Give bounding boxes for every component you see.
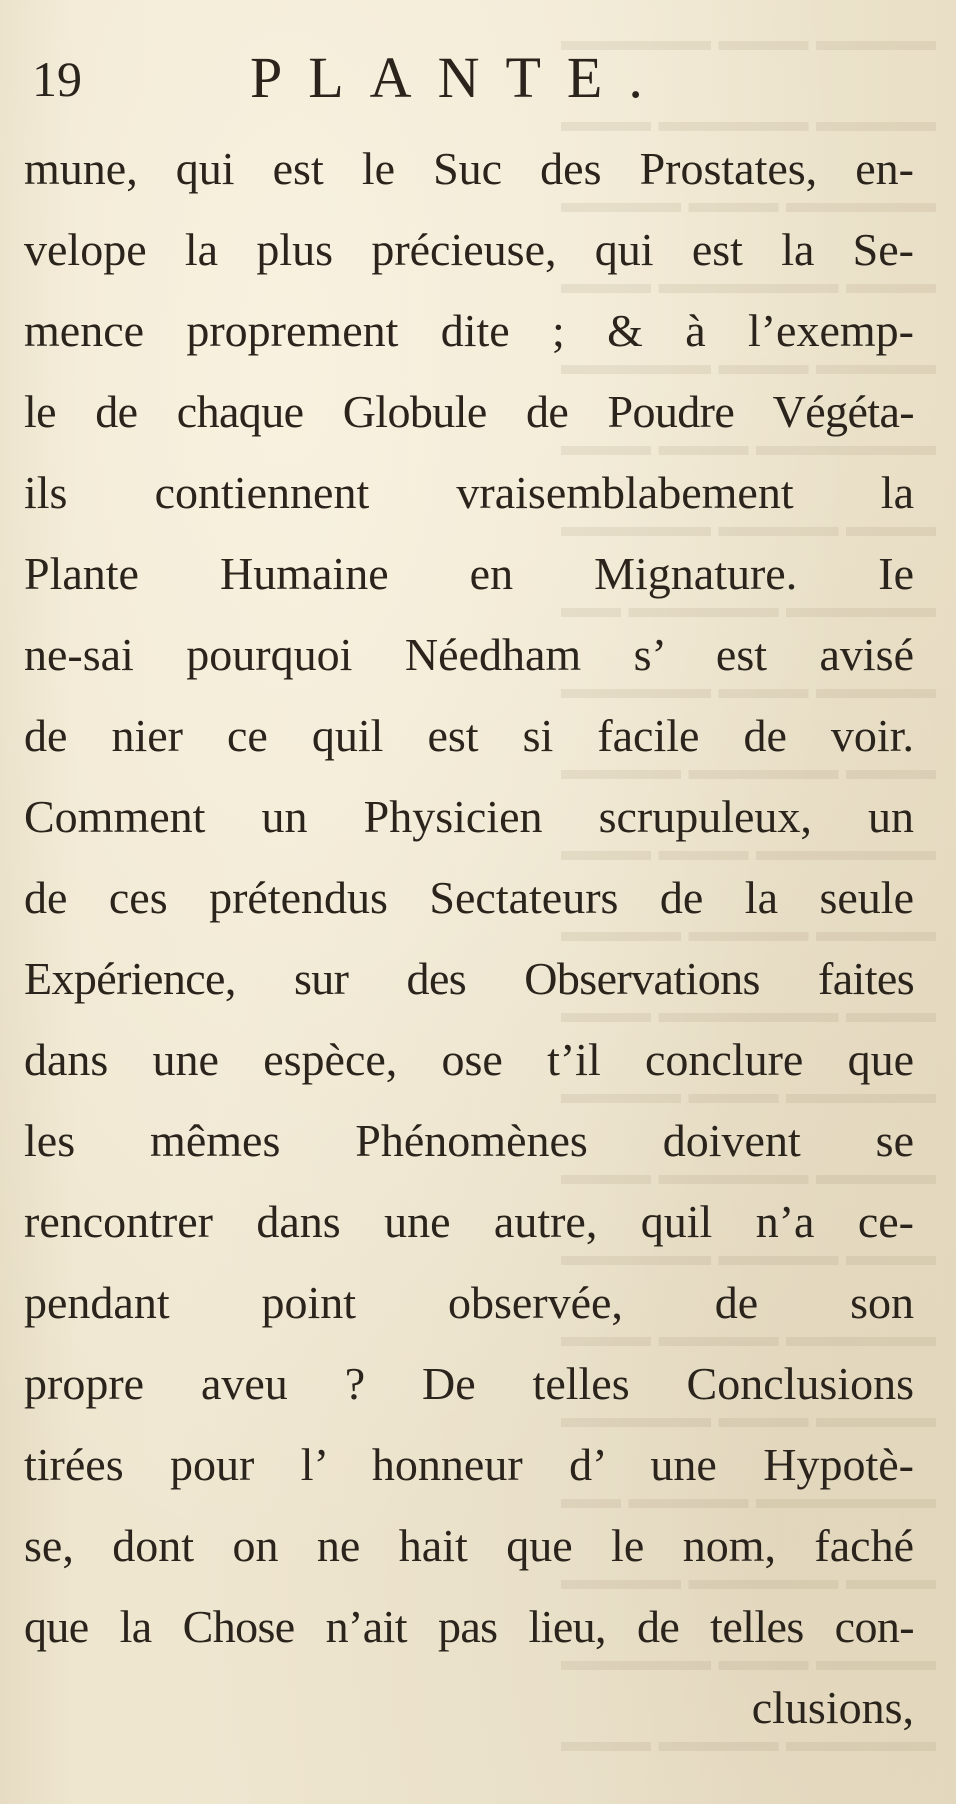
text-line: dans une espèce, ose t’il conclure que	[24, 1034, 914, 1085]
text-line: Comment un Physicien scrupuleux, un	[24, 791, 914, 842]
text-line: pendant point observée, de son	[24, 1277, 914, 1328]
show-through-texture: ▬▬▬▬ ▬▬▬ ▬▬▬▬▬ ▬▬▬▬ ▬▬▬▬▬ ▬▬▬ ▬▬▬▬▬ ▬▬▬ ▬▬▬▬ ▬▬▬ ▬▬▬▬▬▬ ▬▬▬ ▬▬▬▬ ▬▬▬ ▬▬▬▬▬ ▬▬▬▬▬▬ ▬▬▬ ▬▬▬ ▬▬▬ ▬▬▬▬ ▬▬▬▬▬ ▬▬▬▬▬ ▬▬▬▬▬ ▬▬ ▬▬▬▬ ▬▬▬ ▬▬▬▬▬ ▬▬▬ ▬▬▬▬▬ ▬▬▬▬ ▬▬▬▬▬▬ ▬▬▬ ▬▬▬ ▬▬▬▬ ▬▬▬▬ ▬▬▬▬ ▬▬▬ ▬▬▬▬▬▬ ▬▬▬ ▬▬▬▬▬ ▬▬▬ ▬▬▬▬ ▬▬▬▬ ▬▬▬▬▬ ▬▬▬ ▬▬▬ ▬▬▬▬ ▬▬▬▬▬ ▬▬▬▬▬ ▬▬▬▬ ▬▬▬ ▬▬▬▬ ▬▬▬ ▬▬▬▬▬ ▬▬▬▬▬▬ ▬▬▬▬ ▬▬ ▬▬▬ ▬▬▬▬▬ ▬▬▬▬ ▬▬▬▬ ▬▬▬ ▬▬▬▬▬ ▬▬▬▬▬ ▬▬▬▬ ▬▬▬	[561, 24, 936, 1758]
catchword: clusions,	[751, 1682, 914, 1733]
text-line: le de chaque Globule de Poudre Végéta-	[24, 386, 914, 437]
text-line: de ces prétendus Sectateurs de la seule	[24, 872, 914, 923]
text-line: de nier ce quil est si facile de voir.	[24, 710, 914, 761]
text-line: mune, qui est le Suc des Prostates, en-	[24, 143, 914, 194]
text-line: Plante Humaine en Mignature. Ie	[24, 548, 914, 599]
text-line: mence proprement dite ; & à l’exemp-	[24, 305, 914, 356]
text-line: les mêmes Phénomènes doivent se	[24, 1115, 914, 1166]
text-line: velope la plus précieuse, qui est la Se-	[24, 224, 914, 275]
text-line: que la Chose n’ait pas lieu, de telles con-	[24, 1601, 914, 1652]
page-number: 19	[32, 51, 82, 107]
running-head	[22, 40, 922, 110]
running-title: PLANTE.	[250, 45, 669, 110]
text-line: ils contiennent vraisemblabement la	[24, 467, 914, 518]
text-line: se, dont on ne hait que le nom, faché	[24, 1520, 914, 1571]
text-line: ne-sai pourquoi Néedham s’ est avisé	[24, 629, 914, 680]
text-line: rencontrer dans une autre, quil n’a ce-	[24, 1196, 914, 1247]
text-line: propre aveu ? De telles Conclusions	[24, 1358, 914, 1409]
body-text	[24, 128, 914, 1748]
text-line: Expérience, sur des Observations faites	[24, 953, 914, 1004]
text-line: tirées pour l’ honneur d’ une Hypotè-	[24, 1439, 914, 1490]
